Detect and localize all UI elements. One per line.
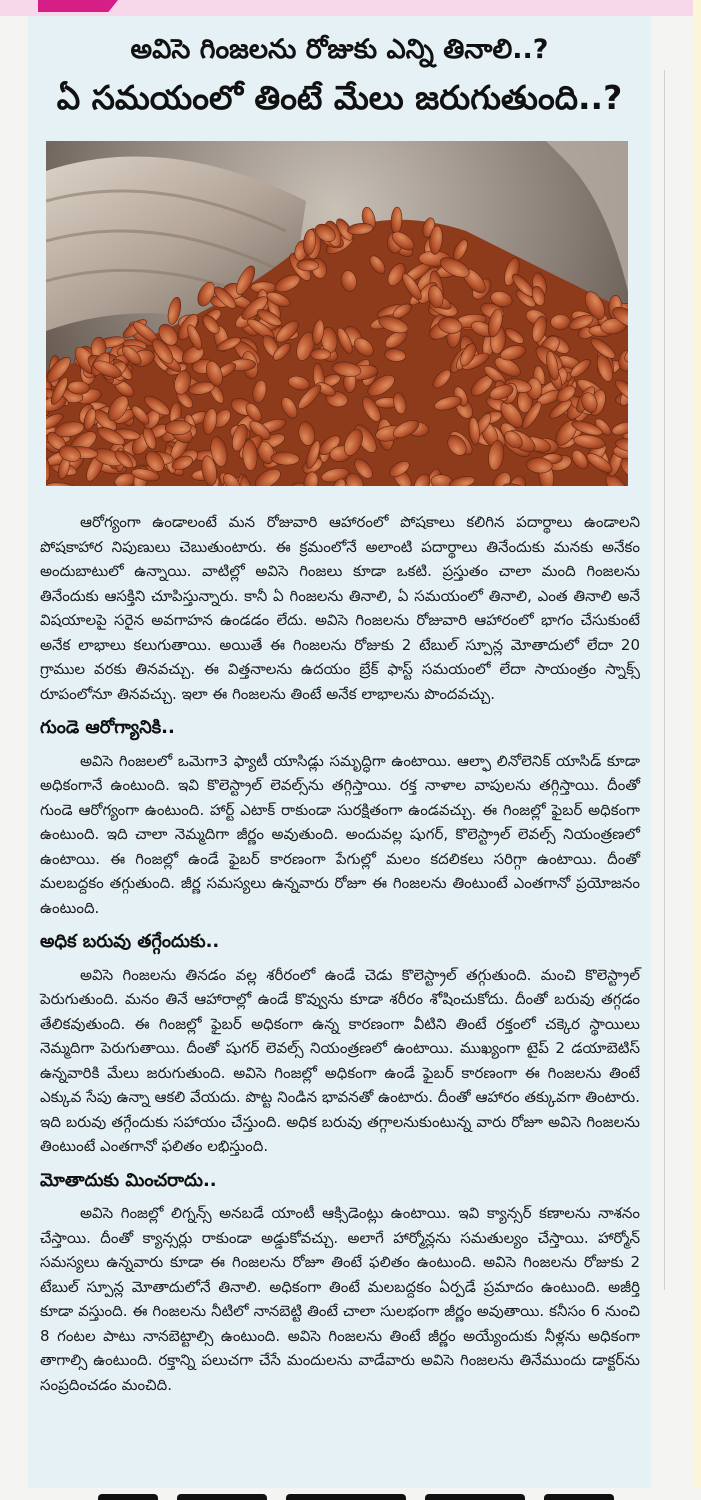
- top-strip: [0, 0, 701, 16]
- section-heading-weight: అధిక బరువు తగ్గేందుకు..: [40, 930, 640, 955]
- flax-seed: [550, 314, 571, 330]
- flax-seed: [297, 260, 319, 272]
- headline-line-2: ఏ సమయంలో తింటే మేలు జరుగుతుంది..?: [28, 78, 651, 125]
- section-heading-dosage: మోతాదుకు మించరాదు..: [40, 1169, 640, 1194]
- next-headline-cut-off: [98, 1486, 618, 1500]
- flax-seeds-illustration: [46, 141, 628, 486]
- section-body-heart: అవిసె గింజలలో ఒమెగా3 ఫ్యాటీ యాసిడ్లు సమృద్ధిగా ఉంటాయి. ఆల్ఫా లినోలెనిక్ యాసిడ్ కూడా అధికంగానే ఉంటుంది. ఇవి కొలెస్ట్రాల్ లెవల్స్‌ను తగ్గిస్తాయి. రక్త నాళాల వాపులను తగ్గిస్తాయి. దీంతో గుండె ఆరోగ్యంగా ఉంటుంది. హార్ట్ ఎటాక్ రాకుండా సురక్షితంగా ఉండవచ్చు. ఈ గింజల్లో ఫైబర్ అధికంగా ఉంటుంది. ఇది చాలా నెమ్మదిగా జీర్ణం అవుతుంది. అందువల్ల షుగర్, కొలెస్ట్రాల్ లెవల్స్ నియంత్రణలో ఉంటాయి. ఈ గింజల్లో ఉండే ఫైబర్ కారణంగా పేగుల్లో మలం కదలికలు సరిగ్గా ఉంటాయి. దీంతో మలబద్దకం తగ్గుతుంది. జీర్ణ సమస్యలు ఉన్నవారు రోజూ ఈ గింజలను తింటుంటే ఎంతగానో ప్రయోజనం ఉంటుంది.: [40, 749, 640, 921]
- flax-seed: [165, 420, 191, 435]
- flax-seed: [310, 349, 330, 360]
- article-card: [28, 16, 651, 1488]
- headline-line-1: అవిసె గింజలను రోజుకు ఎన్ని తినాలి..?: [28, 34, 651, 72]
- article-body: [40, 510, 640, 1397]
- section-heading-heart: గుండె ఆరోగ్యానికి..: [40, 716, 640, 741]
- right-divider: [664, 70, 665, 1290]
- flax-seeds-photo: [46, 141, 628, 486]
- section-body-weight: అవిసె గింజలను తినడం వల్ల శరీరంలో ఉండే చెడు కొలెస్ట్రాల్ తగ్గుతుంది. మంచి కొలెస్ట్రాల్ పెరుగుతుంది. మనం తినే ఆహారాల్లో ఉండే కొవ్వును కూడా శరీరం శోషించుకోదు. దీంతో బరువు తగ్గడం తేలికవుతుంది. ఈ గింజల్లో ఫైబర్ అధికంగా ఉన్న కారణంగా వీటిని తింటే రక్తంలో చక్కెర స్థాయిలు నెమ్మదిగా పెరుగుతాయి. దీంతో షుగర్ లెవల్స్ నియంత్రణలో ఉంటాయి. ముఖ్యంగా టైప్ 2 డయాబెటిస్ ఉన్నవారికి మేలు జరుగుతుంది. అవిసె గింజల్లో అధికంగా ఉండే ఫైబర్ కారణంగా ఈ గింజలను తింటే ఎక్కువ సేపు ఉన్నా ఆకలి వేయదు. పొట్ట నిండిన భావనతో ఉంటారు. దీంతో ఆహారం తక్కువగా తింటారు. ఇది బరువు తగ్గేందుకు సహాయం చేస్తుంది. అధిక బరువు తగ్గాలనుకుంటున్న వారు రోజూ అవిసె గింజలను తింటుంటే ఎంతగానో ఫలితం లభిస్తుంది.: [40, 963, 640, 1159]
- intro-paragraph: ఆరోగ్యంగా ఉండాలంటే మన రోజువారి ఆహారంలో పోషకాలు కలిగిన పదార్థాలు ఉండాలని పోషకాహార నిపుణులు చెబుతుంటారు. ఈ క్రమంలోనే అలాంటి పదార్థాలు తినేందుకు మనకు అనేకం అందుబాటులో ఉన్నాయి. వాటిల్లో అవిసె గింజలు కూడా ఒకటి. ప్రస్తుతం చాలా మంది గింజలను తినేందుకు ఆసక్తిని చూపిస్తున్నారు. కానీ ఏ గింజలను తినాలి, ఏ సమయంలో తినాలి, ఎంత తినాలి అనే విషయాలపై సరైన అవగాహన ఉండడం లేదు. అవిసె గింజలను రోజువారి ఆహారంలో భాగం చేసుకుంటే అనేక లాభాలు కలుగుతాయి. అయితే ఈ గింజలను రోజుకు 2 టేబుల్ స్పూన్ల మోతాదులో లేదా 20 గ్రాముల వరకు తినవచ్చు. ఈ విత్తనాలను ఉదయం బ్రేక్ ఫాస్ట్ సమయంలో లేదా సాయంత్రం స్నాక్స్ రూపంలోనూ తినవచ్చు. ఇలా ఈ గింజలను తింటే అనేక లాభాలను పొందవచ్చు.: [40, 510, 640, 706]
- section-body-dosage: అవిసె గింజల్లో లిగ్నన్స్ అనబడే యాంటీ ఆక్సిడెంట్లు ఉంటాయి. ఇవి క్యాన్సర్ కణాలను నాశనం చేస్తాయి. దీంతో క్యాన్సర్లు రాకుండా అడ్డుకోవచ్చు. అలాగే హార్మోన్లను సమతుల్యం చేస్తాయి. హార్మోన్ సమస్యలు ఉన్నవారు కూడా ఈ గింజలను రోజూ తింటే ఫలితం ఉంటుంది. అవిసె గింజలను రోజుకు 2 టేబుల్ స్పూన్ల మోతాదులోనే తినాలి. అధికంగా తింటే మలబద్దకం ఏర్పడే ప్రమాదం ఉంటుంది. అజీర్తి కూడా వస్తుంది. ఈ గింజలను నీటిలో నానబెట్టి తింటే చాలా సులభంగా జీర్ణం అవుతాయి. కనీసం 6 నుంచి 8 గంటల పాటు నానబెట్టాల్సి ఉంటుంది. అవిసె గింజలను తింటే జీర్ణం అయ్యేందుకు నీళ్లను అధికంగా తాగాల్సి ఉంటుంది. రక్తాన్ని పలుచగా చేసే మందులను వాడేవారు అవిసె గింజలను తినేముందు డాక్టర్‌ను సంప్రదించడం మంచిది.: [40, 1201, 640, 1397]
- right-edge-strip: [693, 0, 701, 1488]
- header-accent-tab: [38, 0, 118, 12]
